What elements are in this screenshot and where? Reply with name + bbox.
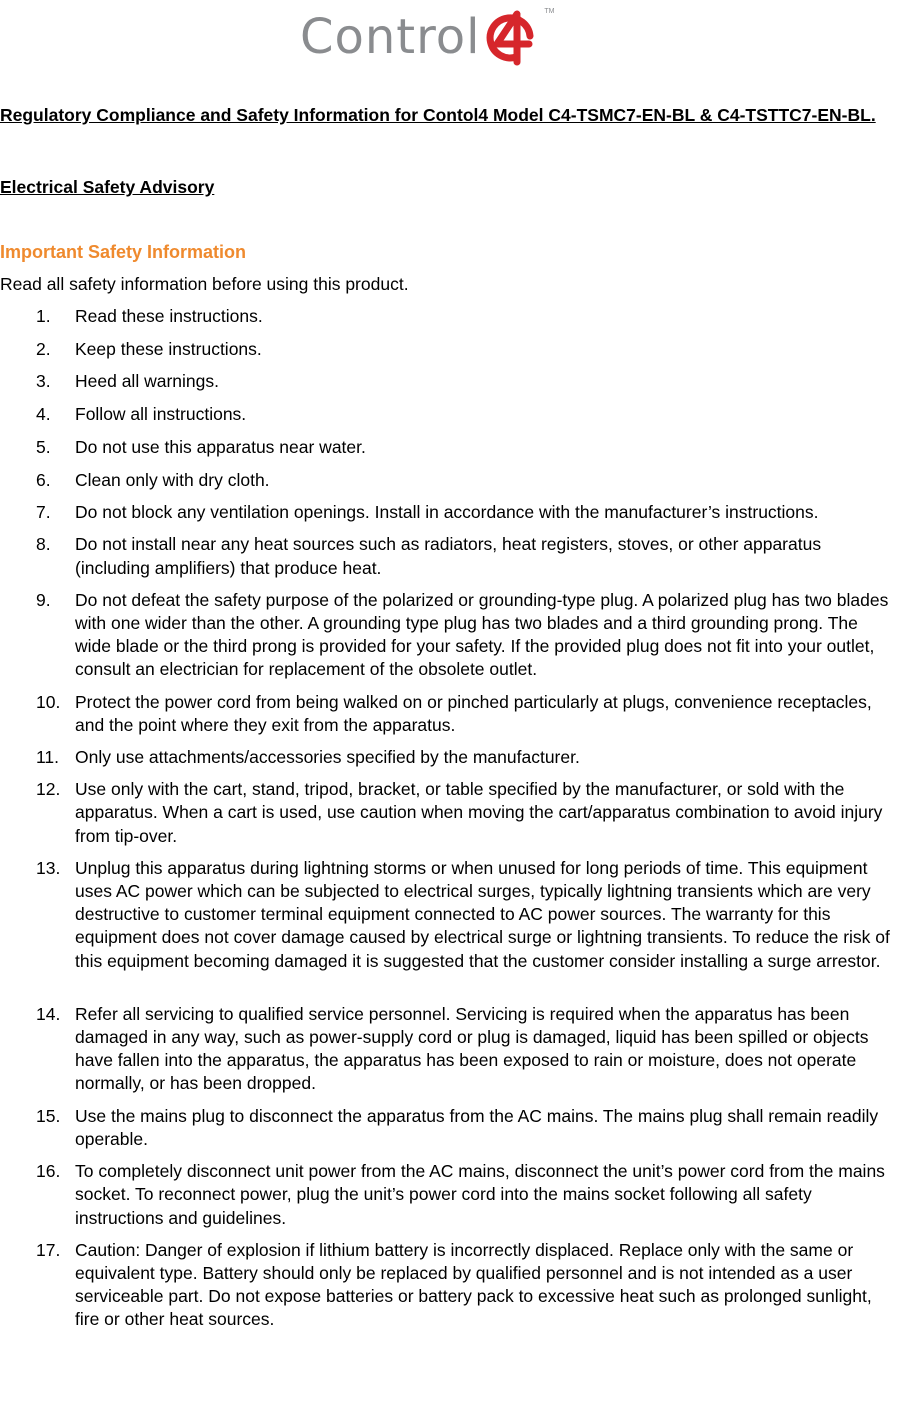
logo-4-mark-icon (483, 6, 555, 68)
list-item (0, 501, 898, 524)
list-item (0, 1105, 898, 1151)
list-item (0, 403, 898, 426)
item-number: 12. (36, 779, 61, 800)
list-item (0, 746, 898, 769)
item-text: Do not use this apparatus near water. (75, 436, 366, 457)
item-text: Read these instructions. (75, 306, 263, 326)
list-item (0, 691, 898, 737)
item-text: Refer all servicing to qualified service personnel. Servicing is required when the apparatus has been damaged in any way, such as power-supply cord or plug is damaged, liquid has been spilled or objects have fallen into the apparatus, the apparatus has been exposed to rain or moisture, does not operate normally, or has been dropped. (75, 1003, 869, 1094)
item-text: Keep these instructions. (75, 338, 262, 359)
item-number: 2. (36, 338, 51, 359)
item-text: Use only with the cart, stand, tripod, bracket, or table specified by the manufacturer, or sold with the apparatus. When a cart is used, use caution when moving the cart/apparatus combination to avoid injury from tip-over. (75, 779, 883, 846)
list-item (0, 469, 898, 492)
safety-instructions-list (0, 305, 898, 1341)
item-text: Do not block any ventilation openings. Install in accordance with the manufacturer’s instructions. (75, 502, 819, 523)
item-text: Clean only with dry cloth. (75, 469, 270, 490)
list-item (0, 589, 898, 682)
item-text: Do not install near any heat sources such as radiators, heat registers, stoves, or other apparatus (including amplifiers) that produce heat. (75, 534, 822, 578)
list-item (0, 305, 898, 328)
item-number: 6. (36, 469, 51, 490)
item-number: 16. (36, 1161, 61, 1182)
list-item (0, 1160, 898, 1230)
intro-text: Read all safety information before using this product. (0, 274, 409, 294)
item-text: Heed all warnings. (75, 371, 219, 392)
list-item (0, 533, 898, 579)
list-item (0, 1003, 898, 1096)
item-number: 8. (36, 534, 51, 555)
item-number: 9. (36, 589, 51, 610)
item-number: 15. (36, 1105, 61, 1126)
logo-wordmark: Control (300, 9, 481, 65)
item-text: Use the mains plug to disconnect the apparatus from the AC mains. The mains plug shall remain readily operable. (75, 1105, 879, 1149)
electrical-safety-advisory-heading: Electrical Safety Advisory (0, 177, 215, 197)
item-text: Unplug this apparatus during lightning storms or when unused for long periods of time. This equipment uses AC power which can be subjected to electrical surges, typically lightning transients which are very destructive to customer terminal equipment connected to AC power sources. The warranty for this equipment does not cover damage caused by electrical surge or lightning transients. To reduce the risk of this equipment becoming damaged it is suggested that the customer consider installing a surge arrestor. (75, 857, 890, 971)
item-text: Only use attachments/accessories specified by the manufacturer. (75, 747, 580, 768)
list-item (0, 370, 898, 393)
list-item (0, 857, 898, 973)
list-item (0, 338, 898, 361)
important-safety-information-heading: Important Safety Information (0, 242, 247, 262)
item-text: Follow all instructions. (75, 404, 247, 425)
item-number: 1. (36, 306, 51, 326)
list-item (0, 1239, 898, 1332)
list-item (0, 436, 898, 459)
item-number: 14. (36, 1003, 61, 1024)
item-number: 4. (36, 404, 51, 425)
item-text: To completely disconnect unit power from the AC mains, disconnect the unit’s power cord from the mains socket. To reconnect power, plug the unit’s power cord into the mains socket following all safety instructions and guidelines. (75, 1161, 885, 1228)
item-number: 10. (36, 691, 61, 712)
list-item (0, 778, 898, 848)
item-number: 17. (36, 1239, 61, 1260)
document-title: Regulatory Compliance and Safety Information for Contol4 Model C4-TSMC7-EN-BL & C4-TSTTC7-EN-BL. (0, 105, 876, 125)
control4-logo (300, 2, 555, 72)
logo-trademark: TM (544, 8, 555, 15)
item-text: Do not defeat the safety purpose of the polarized or grounding-type plug. A polarized plug has two blades with one wider than the other. A grounding type plug has two blades and a third grounding prong. The wide blade or the third prong is provided for your safety. If the provided plug does not fit into your outlet, consult an electrician for replacement of the obsolete outlet. (75, 589, 889, 680)
item-number: 11. (36, 747, 60, 768)
item-text: Caution: Danger of explosion if lithium battery is incorrectly displaced. Replace only with the same or equivalent type. Battery should only be replaced by qualified personnel and is not intended as a user serviceable part. Do not expose batteries or battery pack to excessive heat such as prolonged sunlight, fire or other heat sources. (75, 1239, 872, 1330)
item-number: 13. (36, 857, 61, 878)
item-text: Protect the power cord from being walked on or pinched particularly at plugs, convenience receptacles, and the point where they exit from the apparatus. (75, 691, 872, 735)
item-number: 3. (36, 371, 51, 392)
item-number: 5. (36, 436, 51, 457)
item-number: 7. (36, 502, 51, 523)
